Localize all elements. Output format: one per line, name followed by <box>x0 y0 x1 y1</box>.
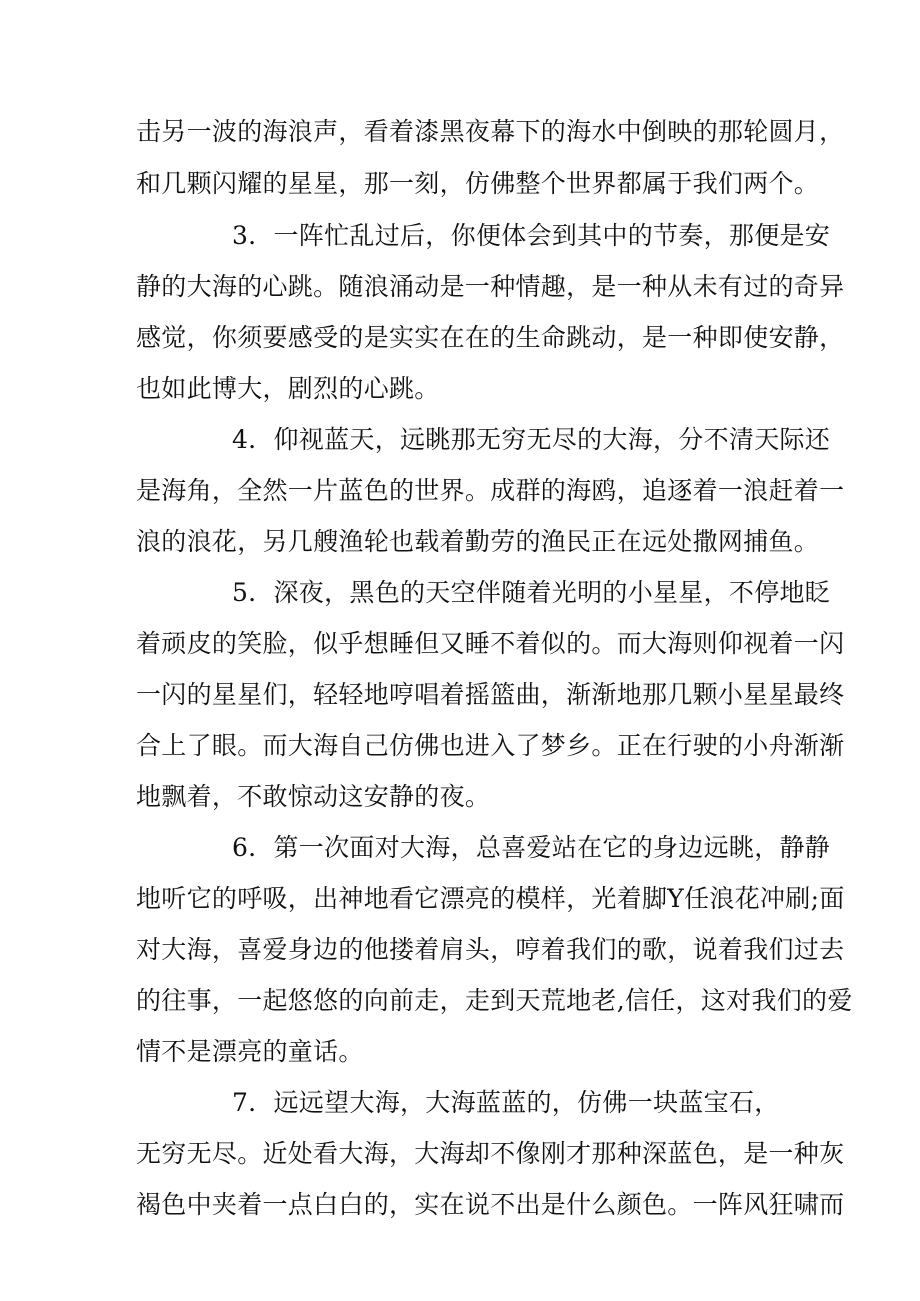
paragraph-3-start: 3．一阵忙乱过后，你便体会到其中的节奏，那便是安 <box>232 221 831 250</box>
paragraph-6-start: 6．第一次面对大海，总喜爱站在它的身边远眺，静静 <box>232 833 831 862</box>
text-line: 无穷无尽。近处看大海，大海却不像刚才那种深蓝色，是一种灰 <box>136 1139 845 1168</box>
text-line: 是海角，全然一片蓝色的世界。成群的海鸥，追逐着一浪赶着一 <box>136 476 845 505</box>
text-line: 合上了眼。而大海自己仿佛也进入了梦乡。正在行驶的小舟渐渐 <box>136 731 845 760</box>
text-line: 的往事，一起悠悠的向前走，走到天荒地老,信任，这对我们的爱 <box>136 986 853 1015</box>
paragraph-5-start: 5．深夜，黑色的天空伴随着光明的小星星，不停地眨 <box>232 578 831 607</box>
text-line: 情不是漂亮的童话。 <box>136 1037 364 1066</box>
text-line: 褐色中夹着一点白白的，实在说不出是什么颜色。一阵风狂啸而 <box>136 1190 845 1219</box>
text-line: 感觉，你须要感受的是实实在在的生命跳动，是一种即使安静， <box>136 323 845 352</box>
text-line: 也如此博大，剧烈的心跳。 <box>136 374 440 403</box>
text-line: 一闪的星星们，轻轻地哼唱着摇篮曲，渐渐地那几颗小星星最终 <box>136 680 845 709</box>
text-line: 静的大海的心跳。随浪涌动是一种情趣，是一种从未有过的奇异 <box>136 272 845 301</box>
text-line: 浪的浪花，另几艘渔轮也载着勤劳的渔民正在远处撒网捕鱼。 <box>136 527 820 556</box>
paragraph-7-start: 7．远远望大海，大海蓝蓝的，仿佛一块蓝宝石， <box>232 1088 780 1117</box>
paragraph-4-start: 4．仰视蓝天，远眺那无穷无尽的大海，分不清天际还 <box>232 425 831 454</box>
text-line: 地飘着，不敢惊动这安静的夜。 <box>136 782 491 811</box>
text-line: 击另一波的海浪声，看着漆黑夜幕下的海水中倒映的那轮圆月， <box>136 117 845 146</box>
text-line: 对大海，喜爱身边的他搂着肩头，哼着我们的歌，说着我们过去 <box>136 935 845 964</box>
text-line: 和几颗闪耀的星星，那一刻，仿佛整个世界都属于我们两个。 <box>136 169 820 198</box>
text-line: 着顽皮的笑脸，似乎想睡但又睡不着似的。而大海则仰视着一闪 <box>136 629 845 658</box>
text-line: 地听它的呼吸，出神地看它漂亮的模样，光着脚Y任浪花冲刷;面 <box>136 884 845 913</box>
